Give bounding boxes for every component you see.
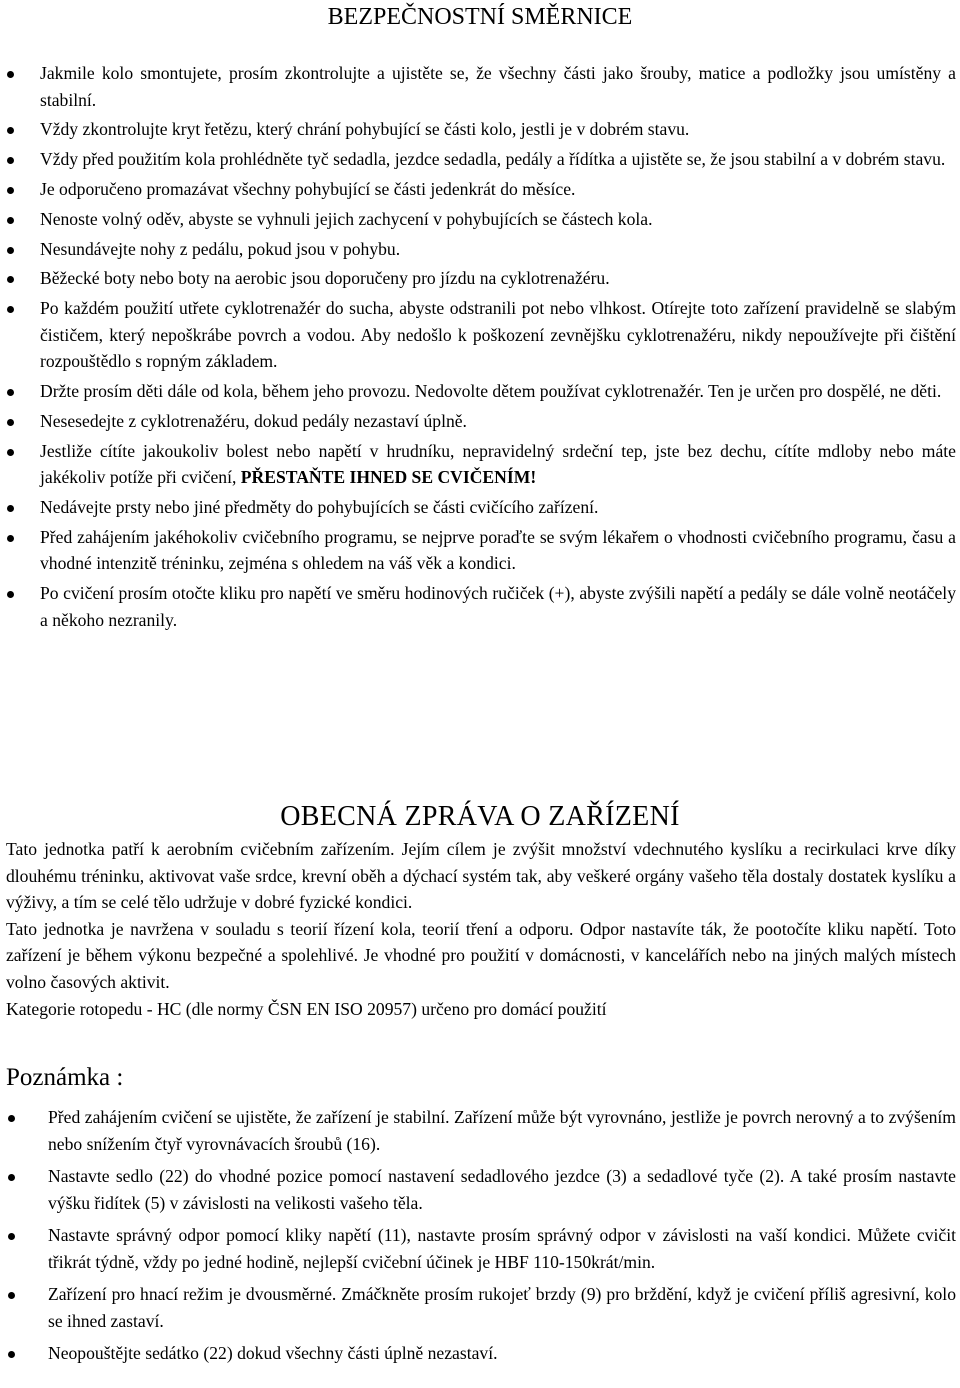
note-item: Neopouštějte sedátko (22) dokud všechny části úplně nezastaví. [48, 1340, 956, 1367]
list-item: Vždy před použitím kola prohlédněte tyč sedadla, jezdce sedadla, pedály a řídítka a ujistěte se, že jsou stabilní a v dobrém stavu. [40, 146, 956, 173]
general-paragraph: Kategorie rotopedu - HC (dle normy ČSN EN ISO 20957) určeno pro domácí použití [6, 998, 607, 1019]
list-item: Vždy zkontrolujte kryt řetězu, který chrání pohybující se části kolo, jestli je v dobrém stavu. [40, 116, 956, 143]
list-item: Je odporučeno promazávat všechny pohybující se části jedenkrát do měsíce. [40, 176, 956, 203]
list-item: Po cvičení prosím otočte kliku pro napětí ve směru hodinových ručiček (+), abyste zvýšili napětí a pedály se dále volně neotáčely a někoho nezranily. [40, 580, 956, 633]
list-item: Nesesedejte z cyklotrenažéru, dokud pedály nezastaví úplně. [40, 408, 956, 435]
warning-list-item [40, 438, 956, 491]
list-item: Nenoste volný oděv, abyste se vyhnuli jejich zachycení v pohybujících se částech kola. [40, 206, 956, 233]
note-item: Zařízení pro hnací režim je dvousměrné. Zmáčkněte prosím rukojeť brzdy (9) pro brždění, když je cvičení příliš agresivní, kolo se ihned zastaví. [48, 1281, 956, 1336]
general-paragraph: Tato jednotka je navržena v souladu s teorií řízení kola, teorií tření a odporu. Odpor nastavíte ták, že pootočíte kliku napětí. Toto zařízení je během výkonu bezpečné a spolehlivé. Je vhodné pro použití v domácnosti, v kancelářích nebo na jiných malých místech volno časových aktivit. [6, 918, 956, 992]
list-item: Držte prosím děti dále od kola, během jeho provozu. Nedovolte dětem používat cyklotrenažér. Ten je určen pro dospělé, ne děti. [40, 378, 956, 405]
general-title: OBECNÁ ZPRÁVA O ZAŘÍZENÍ [280, 801, 680, 832]
safety-title: BEZPEČNOSTNÍ SMĚRNICE [327, 4, 633, 30]
list-item: Nedávejte prsty nebo jiné předměty do pohybujících se části cvičícího zařízení. [40, 494, 956, 521]
warning-emphasis: PŘESTAŇTE IHNED SE CVIČENÍM! [240, 467, 537, 488]
safety-list [40, 60, 956, 637]
list-item: Nesundávejte nohy z pedálu, pokud jsou v pohybu. [40, 236, 956, 263]
list-item: Po každém použití utřete cyklotrenažér do sucha, abyste odstranili pot nebo vlhkost. Otírejte toto zařízení pravidelně se slabým čističem, který nepoškrábe povrch a vodou. Aby nedošlo k poškození zevnějšku cyklotrenažéru, nikdy nepoužívejte při čištění rozpouštědlo s ropným základem. [40, 295, 956, 375]
notes-heading: Poznámka : [6, 1064, 124, 1091]
warning-text: Jestliže cítíte jakoukoliv bolest nebo napětí v hrudníku, nepravidelný srdeční tep, jste bez dechu, cítíte mdloby nebo máte jakékoliv potíže při cvičení, [40, 440, 956, 488]
note-item: Nastavte sedlo (22) do vhodné pozice pomocí nastavení sedadlového jezdce (3) a sedadlové tyče (2). A také prosím nastavte výšku řidítek (5) v závislosti na velikosti vašeho těla. [48, 1163, 956, 1218]
list-item: Běžecké boty nebo boty na aerobic jsou doporučeny pro jízdu na cyklotrenažéru. [40, 265, 956, 292]
general-paragraph: Tato jednotka patří k aerobním cvičebním zařízením. Jejím cílem je zvýšit množství vdechnutého kyslíku a recirkulaci krve díky dlouhému tréninku, aktivovat vaše srdce, krevní oběh a dýchací systém tak, aby veškeré orgány vašeho těla dostaly dostatek kyslíku a výživy, a tím se celé tělo udržuje v dobré fyzické kondici. [6, 839, 956, 913]
note-item: Před zahájením cvičení se ujistěte, že zařízení je stabilní. Zařízení může být vyrovnáno, jestliže je povrch nerovný a to zvýšením nebo snížením čtyř vyrovnávacích šroubů (16). [48, 1104, 956, 1159]
list-item: Před zahájením jakéhokoliv cvičebního programu, se nejprve poraďte se svým lékařem o vhodnosti cvičebního programu, času a vhodné intenzitě tréninku, zejména s ohledem na váš věk a kondici. [40, 524, 956, 577]
notes-list [48, 1104, 956, 1372]
general-section [6, 836, 956, 1022]
list-item: Jakmile kolo smontujete, prosím zkontrolujte a ujistěte se, že všechny části jako šrouby, matice a podložky jsou umístěny a stabilní. [40, 60, 956, 113]
note-item: Nastavte správný odpor pomocí kliky napětí (11), nastavte prosím správný odpor v závislosti na vaší kondici. Můžete cvičit třikrát týdně, vždy po jedné hodině, nejlepší cvičební účinek je HBF 110-150krát/min. [48, 1222, 956, 1277]
